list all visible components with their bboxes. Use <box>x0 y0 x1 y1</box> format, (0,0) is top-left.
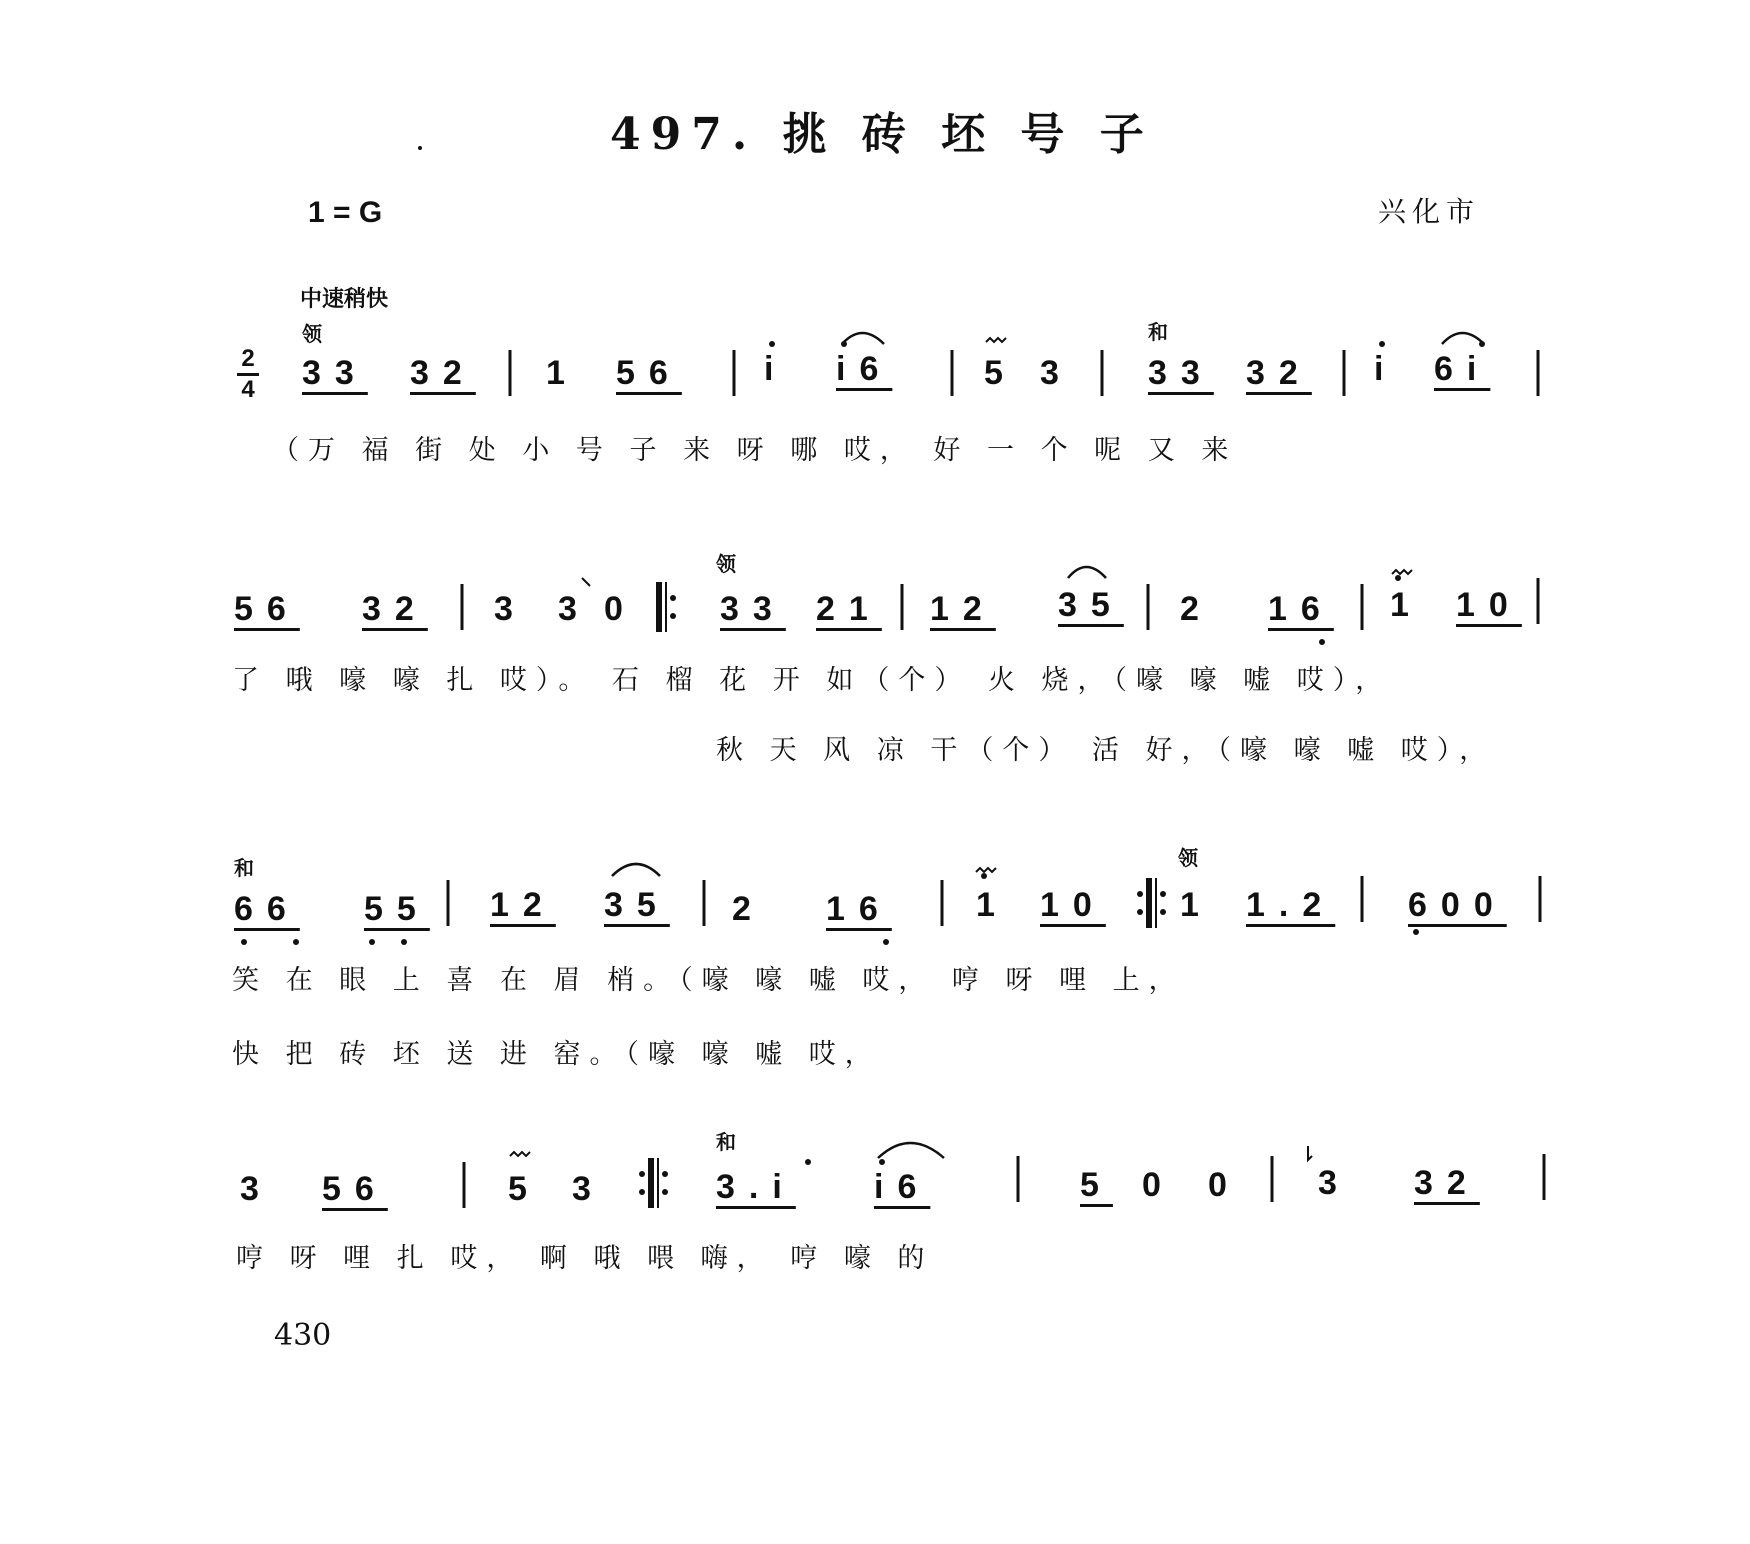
low-octave-dot <box>369 939 375 945</box>
note-group: i <box>1374 350 1398 388</box>
note-group: 32 <box>362 590 428 628</box>
note-group: 35 <box>1058 586 1124 624</box>
grace-mark <box>1308 1146 1312 1160</box>
octave-dot <box>981 873 987 879</box>
octave-dot <box>1479 341 1485 347</box>
note-group: 21 <box>816 590 882 628</box>
slur-arc <box>1442 333 1484 344</box>
note-group: 0 <box>1208 1166 1241 1204</box>
low-octave-dot <box>293 939 299 945</box>
repeat-dot <box>1160 909 1166 915</box>
note-group: 5 <box>508 1170 541 1208</box>
note-group: 1 <box>976 886 1009 924</box>
note-group: 16 <box>826 890 892 928</box>
note-group: 3.i <box>716 1168 796 1206</box>
note-group: 32 <box>1414 1164 1480 1202</box>
low-octave-dot <box>883 939 889 945</box>
repeat-dot <box>1160 891 1166 897</box>
repeat-dot <box>639 1171 645 1177</box>
note-group: 1 <box>1390 586 1423 624</box>
note-group: 5 <box>984 354 1017 392</box>
role-lead-label: 领 <box>716 552 736 576</box>
role-chorus-label: 和 <box>234 856 254 880</box>
octave-dot <box>1379 341 1385 347</box>
note-group: 5 <box>1080 1166 1113 1204</box>
lyric-line: 秋 天 风 凉 干（个） 活 好，（嚎 嚎 嘘 哎）， <box>716 735 1496 766</box>
tempo-marking: 中速稍快 <box>300 287 389 312</box>
trill-ornament <box>1392 570 1412 574</box>
song-title: 497. 挑 砖 坯 号 子 <box>610 109 1154 160</box>
grace-mark <box>582 578 590 586</box>
lyric-line: 哼 呀 哩 扎 哎， 啊 哦 喂 嗨， 哼 嚎 的 <box>236 1243 934 1274</box>
note-group: 1.2 <box>1246 886 1336 924</box>
note-group: i6 <box>874 1168 931 1206</box>
lyric-line: （万 福 街 处 小 号 子 来 呀 哪 哎， 好 一 个 呢 又 来 <box>272 435 1238 466</box>
trill-ornament <box>986 338 1006 342</box>
note-group: 56 <box>234 590 300 628</box>
note-group: 3 <box>1040 354 1073 392</box>
octave-dot <box>879 1159 885 1165</box>
note-group: 3 <box>572 1170 605 1208</box>
note-group: 56 <box>322 1170 388 1208</box>
note-group: 3 <box>494 590 527 628</box>
role-chorus-label: 和 <box>716 1130 736 1154</box>
repeat-dot <box>1137 909 1143 915</box>
note-group: 33 <box>720 590 786 628</box>
note-group: 10 <box>1456 586 1522 624</box>
octave-dot <box>805 1159 811 1165</box>
note-group: 0 <box>604 590 637 628</box>
region-label: 兴化市 <box>1378 195 1481 228</box>
note-group: 33 <box>1148 354 1214 392</box>
note-group: 3 <box>1318 1164 1351 1202</box>
note-group: i6 <box>836 350 893 388</box>
note-group: 1 <box>1180 886 1213 924</box>
note-group: 2 <box>732 890 765 928</box>
low-octave-dot <box>1319 639 1325 645</box>
slur-arc <box>612 864 660 876</box>
trill-ornament <box>510 1152 530 1156</box>
repeat-dot <box>1137 891 1143 897</box>
low-octave-dot <box>241 939 247 945</box>
note-group: 3 <box>558 590 591 628</box>
note-group: 10 <box>1040 886 1106 924</box>
role-lead-label: 领 <box>302 322 322 346</box>
note-group: 35 <box>604 886 670 924</box>
note-group: 3 <box>240 1170 273 1208</box>
note-group: 6i <box>1434 350 1491 388</box>
note-group: 0 <box>1142 1166 1175 1204</box>
low-octave-dot <box>401 939 407 945</box>
slur-arc <box>842 333 884 344</box>
octave-dot <box>841 341 847 347</box>
note-group: 32 <box>1246 354 1312 392</box>
repeat-dot <box>639 1189 645 1195</box>
note-group: 55 <box>364 890 430 928</box>
note-group: 33 <box>302 354 368 392</box>
octave-dot <box>1395 575 1401 581</box>
note-group: 56 <box>616 354 682 392</box>
role-chorus-label: 和 <box>1148 320 1168 344</box>
note-group: i <box>764 350 788 388</box>
note-group: 32 <box>410 354 476 392</box>
repeat-dot <box>662 1189 668 1195</box>
key-signature: 1 = G <box>308 196 383 229</box>
repeat-end <box>1146 878 1152 928</box>
repeat-end <box>648 1158 654 1208</box>
repeat-start <box>656 582 662 632</box>
lyric-line: 快 把 砖 坯 送 进 窑。（嚎 嚎 嘘 哎， <box>232 1039 881 1070</box>
note-group: 600 <box>1408 886 1507 924</box>
time-signature-top: 2 <box>241 345 255 372</box>
lyric-line: 了 哦 嚎 嚎 扎 哎）。 石 榴 花 开 如（个） 火 烧，（嚎 嚎 嘘 哎）， <box>232 665 1392 696</box>
repeat-dot <box>670 595 676 601</box>
slur-arc <box>1068 567 1106 578</box>
note-group: 1 <box>546 354 579 392</box>
note-group: 2 <box>1180 590 1213 628</box>
note-group: 12 <box>930 590 996 628</box>
repeat-dot <box>662 1171 668 1177</box>
slur-arc <box>878 1143 944 1158</box>
note-group: 66 <box>234 890 300 928</box>
octave-dot <box>769 341 775 347</box>
time-signature-bottom: 4 <box>241 376 255 403</box>
repeat-dot <box>670 613 676 619</box>
note-group: 16 <box>1268 590 1334 628</box>
lyric-line: 笑 在 眼 上 喜 在 眉 梢。（嚎 嚎 嘘 哎， 哼 呀 哩 上， <box>232 965 1185 996</box>
role-lead-label: 领 <box>1178 846 1198 870</box>
trill-ornament <box>976 868 996 872</box>
low-octave-dot <box>1413 929 1419 935</box>
page-number: 430 <box>274 1318 332 1353</box>
note-group: 12 <box>490 886 556 924</box>
